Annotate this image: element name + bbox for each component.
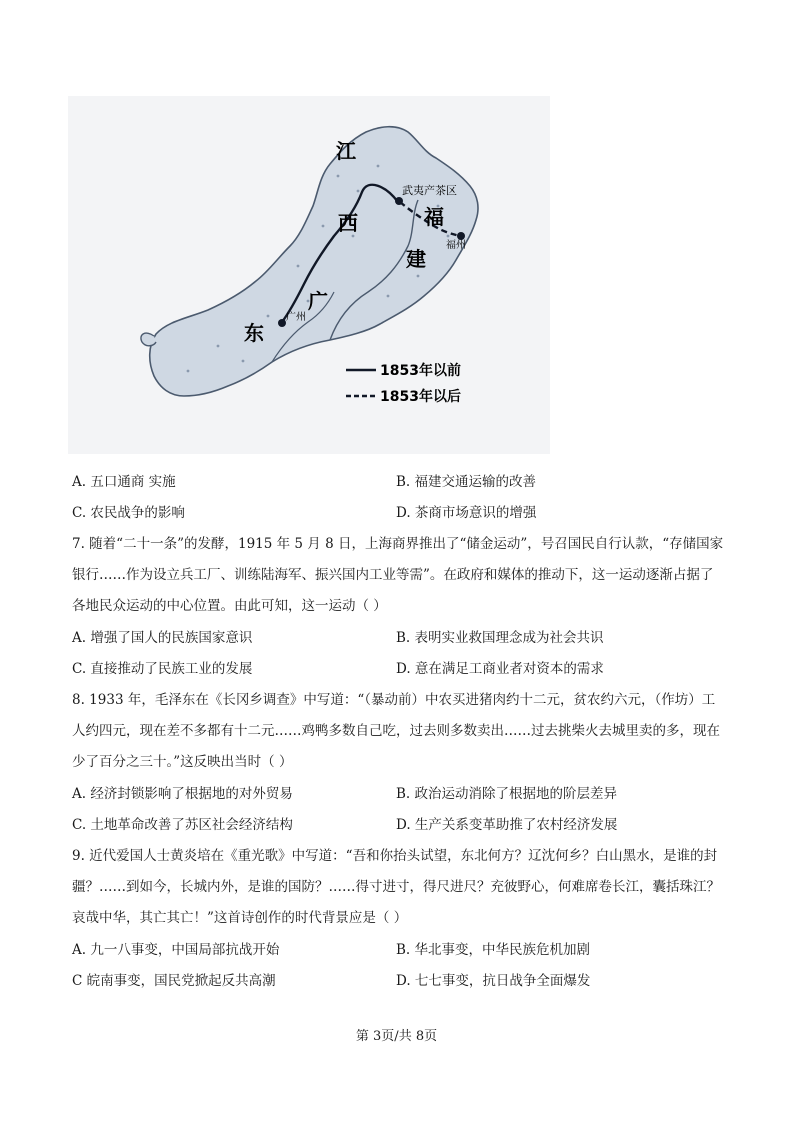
- q7-option-b: B. 表明实业救国理念成为社会共识: [396, 630, 604, 646]
- page-footer: 第 3页/共 8页: [355, 1029, 438, 1044]
- label-dong: 东: [244, 321, 264, 345]
- q9-option-a: A. 九一八事变，中国局部抗战开始: [72, 942, 280, 958]
- q7-stem: 7. 随着“二十一条”的发酵，1915 年 5 月 8 日，上海商界推出了“储金运动”，号召国民自行认款，“存储国家银行……作为设立兵工厂、训练陆海军、振兴国内工业等需”。在政府和媒体的推动下，这一运动逐渐占据了各地民众运动的中心位置。由此可知，这一运动（ ）: [72, 536, 724, 614]
- q6-option-a: A. 五口通商 实施: [72, 474, 176, 490]
- label-fuzhou: 福州: [446, 240, 466, 251]
- q7-option-d: D. 意在满足工商业者对资本的需求: [396, 661, 604, 677]
- label-jian: 建: [406, 247, 426, 271]
- fuzhou-point: [457, 232, 465, 240]
- label-wuyi: 武夷产茶区: [402, 184, 457, 197]
- wuyi-point: [395, 197, 403, 205]
- label-guang: 广: [308, 289, 328, 313]
- label-fu: 福: [424, 205, 444, 229]
- q8-option-a: A. 经济封锁影响了根据地的对外贸易: [72, 786, 293, 802]
- label-jiang: 江: [336, 139, 356, 163]
- map-land: [150, 127, 478, 396]
- q6-option-c: C. 农民战争的影响: [72, 505, 185, 521]
- map-figure: [68, 96, 550, 454]
- q8-option-c: C. 土地革命改善了苏区社会经济结构: [72, 817, 293, 833]
- q7-option-a: A. 增强了国人的民族国家意识: [72, 630, 253, 646]
- legend-before: 1853年以前: [380, 363, 461, 379]
- tea-route-map: [68, 96, 550, 454]
- q8-option-d: D. 生产关系变革助推了农村经济发展: [396, 817, 618, 833]
- q8-stem: 8. 1933 年，毛泽东在《长冈乡调查》中写道：“（暴动前）中农买进猪肉约十二元，贫农约六元，（作坊）工人约四元，现在差不多都有十二元……鸡鸭多数自己吃，过去则多数卖出……过去挑柴火去城里卖的多，现在少了百分之三十。”这反映出当时（ ）: [72, 692, 720, 770]
- label-guangzhou: 广州: [286, 312, 306, 323]
- q9-option-b: B. 华北事变，中华民族危机加剧: [396, 942, 591, 958]
- guangzhou-point: [278, 319, 286, 327]
- q7-option-c: C. 直接推动了民族工业的发展: [72, 661, 253, 677]
- q9-stem: 9. 近代爱国人士黄炎培在《重光歌》中写道：“吾和你抬头试望，东北何方？辽沈何乡？白山黑水，是谁的封疆？……到如今，长城内外，是谁的国防？……得寸进寸，得尺进尺？充彼野心，何难席卷长江，囊括珠江？哀哉中华，其亡其亡！”这首诗创作的时代背景应是（ ）: [72, 848, 720, 926]
- legend-after: 1853年以后: [380, 389, 461, 405]
- q6-option-b: B. 福建交通运输的改善: [396, 474, 537, 490]
- q9-option-c: C 皖南事变，国民党掀起反共高潮: [72, 973, 276, 989]
- q8-option-b: B. 政治运动消除了根据地的阶层差异: [396, 786, 618, 802]
- label-xi: 西: [338, 211, 358, 235]
- q6-option-d: D. 茶商市场意识的增强: [396, 505, 537, 521]
- q9-option-d: D. 七七事变，抗日战争全面爆发: [396, 973, 591, 989]
